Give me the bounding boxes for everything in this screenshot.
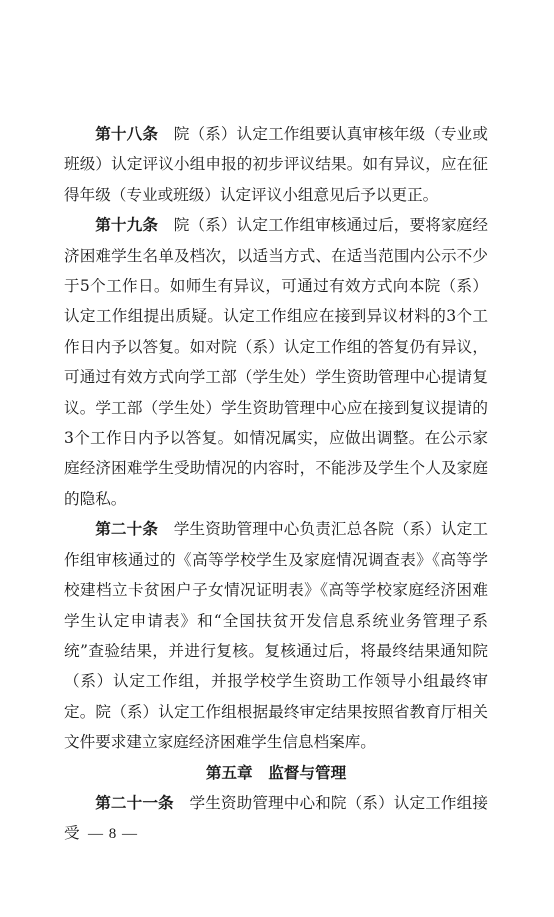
article-21-title: 第二十一条 <box>95 792 174 812</box>
page-number: — 8 — <box>88 826 138 842</box>
article-18-paragraph <box>64 119 488 210</box>
article-19-paragraph <box>64 210 488 514</box>
article-20-title: 第二十条 <box>95 519 159 539</box>
article-20-text: 学生资助管理中心负责汇总各院（系）认定工作组审核通过的《高等学校学生及家庭情况调查表》《高等学校建档立卡贫困户子女情况证明表》《高等学校家庭经济困难学生认定申请表》和“全国扶贫开发信息系统业务管理子系统”查验结果，并进行复核。复核通过后，将最终结果通知院（系）认定工作组，并报学校学生资助工作领导小组最终审定。院（系）认定工作组根据最终审定结果按照省教育厅相关文件要求建立家庭经济困难学生信息档案库。 <box>64 520 488 752</box>
chapter-heading: 第五章 监督与管理 <box>205 762 347 782</box>
document-body <box>64 119 488 849</box>
article-19-title: 第十九条 <box>95 215 159 235</box>
article-18-title: 第十八条 <box>95 124 159 143</box>
article-21-text: 学生资助管理中心和院（系）认定工作组接受 <box>64 793 488 843</box>
article-20-paragraph <box>64 514 488 757</box>
article-18-text: 院（系）认定工作组要认真审核年级（专业或班级）认定评议小组申报的初步评议结果。如有异议，应在征得年级（专业或班级）认定评议小组意见后予以更正。 <box>64 125 488 204</box>
article-19-text: 院（系）认定工作组审核通过后，要将家庭经济困难学生名单及档次，以适当方式、在适当范围内公示不少于5个工作日。如师生有异议，可通过有效方式向本院（系）认定工作组提出质疑。认定工作组应在接到异议材料的3个工作日内予以答复。如对院（系）认定工作组的答复仍有异议，可通过有效方式向学工部（学生处）学生资助管理中心提请复议。学工部（学生处）学生资助管理中心应在接到复议提请的3个工作日内予以答复。如情况属实，应做出调整。在公示家庭经济困难学生受助情况的内容时，不能涉及学生个人及家庭的隐私。 <box>64 216 488 508</box>
